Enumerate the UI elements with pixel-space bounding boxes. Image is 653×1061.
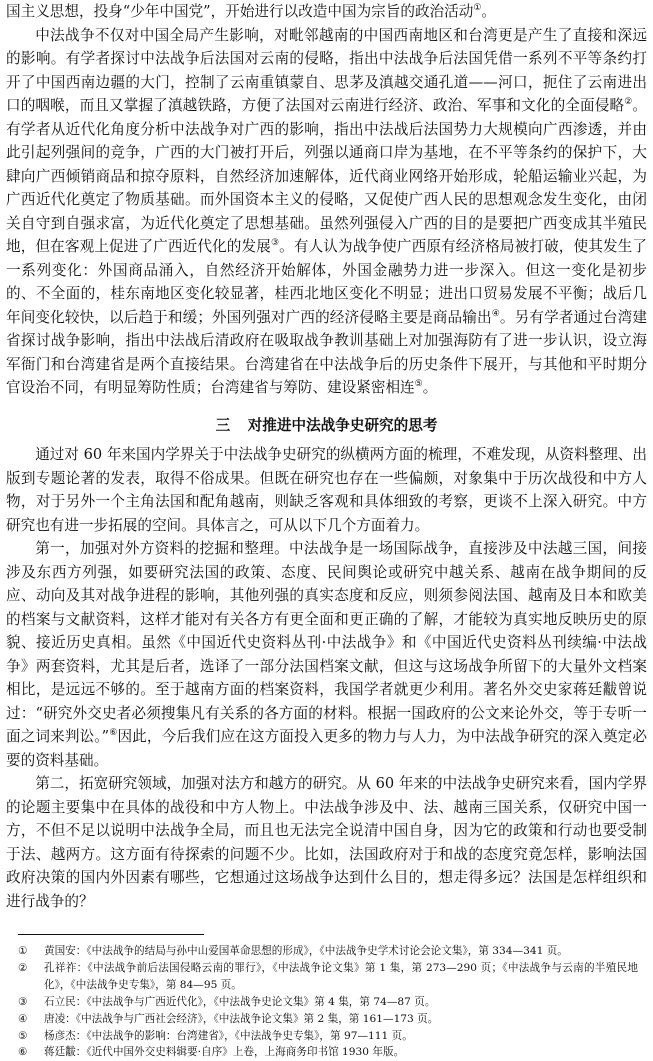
- paragraph-text: 中法战争不仅对中国全局产生影响，对毗邻越南的中国西南地区和台湾更是产生了直接和深远的影响。有学者探讨中法战争后法国对云南的侵略，指出中法战争后法国凭借一系列不平等条约打开了中国西南边疆的大门，控制了云南重镇蒙自、思茅及滇越交通孔道——河口，扼住了云南进出口的咽喉，而且又掌握了滇越铁路，方便了法国对云南进行经济、政治、军事和文化的全面侵略: [6, 26, 647, 114]
- paragraph-point-two: [6, 772, 647, 913]
- paragraph-overview: [6, 443, 647, 537]
- paragraph-text: 。: [422, 379, 438, 396]
- paragraph-text: 。另有学者通过台湾建省探讨战争影响，指出中法战后清政府在吸取战争教训基础上对加强海防有了进一步认识，设立海军衙门和台湾建省是两个直接结果。台湾建省在中法战争后的历史条件下展开，与其他和平时期分官设治不同，有明显筹防性质；台湾建省与筹防、建设紧密相连: [6, 308, 647, 396]
- paragraph-text: 第二，拓宽研究领域，加强对法方和越方的研究。从 60 年来的中法战争史研究来看，国内学界的论题主要集中在具体的战役和中方人物上。中法战争涉及中、法、越南三国关系，仅研究中国一方，不但不足以说明中法战争全局，而且也无法完全说清中国自身，因为它的政策和行动也要受制于法、越两方。这方面有待探索的问题不少。比如，法国政府对于和战的态度究竟怎样，影响法国政府决策的国内外因素有哪些，它想通过这场战争达到什么目的，想走得多远？法国是怎样组织和进行战争的？: [6, 775, 647, 910]
- footnote-mark: ④: [18, 1012, 28, 1025]
- footnote-text: 唐凌：《中法战争与广西社会经济》，《中法战争论文集》第 2 集，第 161—173 页。: [44, 1012, 439, 1025]
- footnote-mark: ②: [18, 961, 28, 974]
- paragraph-text: 。有人认为战争使广西原有经济格局被打破，使其发生了一系列变化：外国商品涌入，自然经济开始解体，外国金融势力进一步深入。但这一变化是初步的、不全面的，桂东南地区变化较显著，桂西北地区变化不明显；进出口贸易发展不平衡；战后几年间变化较快，以后趋于和缓；外国列强对广西的经济侵略主要是商品输出: [6, 238, 647, 326]
- footnote-mark: ③: [18, 995, 28, 1008]
- footnote-ref: ①: [473, 3, 482, 14]
- paragraph-text: 通过对 60 年来国内学界关于中法战争史研究的纵横两方面的梳理，不难发现，从资料整理、出版到专题论著的发表，取得不俗成果。但既在研究也存在一些偏颇，对象集中于历次战役和中方人物，对于另外一个主角法国和配角越南，则缺乏客观和具体细致的考察，更谈不上深入研究。中方研究也有进一步拓展的空间。具体言之，可从以下几个方面着力。: [6, 446, 647, 534]
- footnote: [18, 960, 638, 994]
- paragraph-continuation: [6, 0, 647, 24]
- footnote-text: 杨彦杰：《中法战争的影响：台湾建省》，《中法战争史专集》，第 97—111 页。: [44, 1029, 413, 1042]
- footnote-ref: ⑤: [414, 379, 423, 390]
- paragraph-text: 第一，加强对外方资料的挖掘和整理。中法战争是一场国际战争，直接涉及中法越三国，间接涉及东西方列强，如要研究法国的政策、态度、民间舆论或研究中越关系、越南在战争期间的反应、动向及其对战争进程的影响，其他列强的真实态度和反应，则须参阅法国、越南及日本和欧美的档案与文献资料，这样才能对有关各方有更全面和更正确的了解，才能较为真实地反映历史的原貌、接近历史真相。虽然《中国近代史资料丛刊·中法战争》和《中国近代史资料丛刊续编·中法战争》两套资料，尤其是后者，选译了一部分法国档案文献，但这与这场战争所留下的大量外文档案相比，是远远不够的。至于越南方面的档案资料，我国学者就更少利用。著名外交史家蒋廷黻曾说过：“研究外交史者必须搜集凡有关系的各方面的材料。根据一国政府的公文来论外交，等于专听一面之词来判讼。”: [6, 540, 647, 745]
- footnote-divider: [18, 934, 204, 935]
- section-title: 对推进中法战争史研究的思考: [247, 416, 438, 434]
- paragraph-text: 。: [481, 3, 497, 20]
- paper-page: [6, 0, 647, 1059]
- paragraph-text: 国主义思想，投身“少年中国党”，开始进行以改造中国为宗旨的政治活动: [6, 3, 474, 20]
- footnote: [18, 994, 638, 1011]
- footnote-mark: ①: [18, 945, 28, 957]
- footnotes: [18, 943, 638, 1061]
- footnote-ref: ④: [491, 308, 500, 319]
- footnote: [18, 1011, 638, 1028]
- footnote-ref: ②: [624, 97, 633, 108]
- paragraph-text: 。有学者从近代化角度分析中法战争对广西的影响，指出中法战后法国势力大规模向广西渗透，并由此引起列强间的竞争，广西的大门被打开后，列强以通商口岸为基地，在不平等条约的保护下，大肆向广西倾销商品和掠夺原料，自然经济加速解体，近代商业网络开始形成，轮船运输业兴起，为广西近代化奠定了物质基础。而外国资本主义的侵略，又促使广西人民的思想观念发生变化，由闭关自守到自强求富，为近代化奠定了思想基础。虽然列强侵入广西的目的是要把广西变成其半殖民地，但在客观上促进了广西近代化的发展: [6, 97, 647, 255]
- footnote-mark: ⑤: [18, 1029, 28, 1042]
- footnote-text: 黄国安：《中法战争的结局与孙中山爱国革命思想的形成》，《中法战争史学术讨论会论文集》，第 334—341 页。: [44, 945, 568, 957]
- footnote: [18, 1044, 638, 1061]
- section-number: 三: [215, 416, 231, 434]
- footnote-text: 石立民：《中法战争与广西近代化》，《中法战争史论文集》第 4 集，第 74—87 页。: [44, 995, 436, 1008]
- body-text: [6, 0, 647, 913]
- footnote-ref: ③: [270, 238, 280, 249]
- footnote-ref: ⑥: [109, 728, 118, 739]
- paragraph-text: 因此，今后我们应在这方面投入更多的物力与人力，为中法战争研究的深入奠定必要的资料基础。: [6, 728, 647, 769]
- paragraph-point-one: [6, 537, 647, 772]
- footnote-mark: ⑥: [18, 1046, 28, 1059]
- paragraph-impact: [6, 24, 647, 400]
- footnote: [18, 943, 638, 960]
- footnote: [18, 1028, 638, 1045]
- footnote-text: 蒋廷黻：《近代中国外交史料辑要·自序》上卷，上海商务印书馆 1930 年版。: [44, 1046, 405, 1059]
- section-heading: [6, 414, 647, 438]
- footnote-text: 孔祥祚：《中法战争前后法国侵略云南的罪行》，《中法战争论文集》第 1 集，第 273—290 页；《中法战争与云南的半殖民地化》，《中法战争史专集》，第 84—95 页。: [44, 961, 638, 991]
